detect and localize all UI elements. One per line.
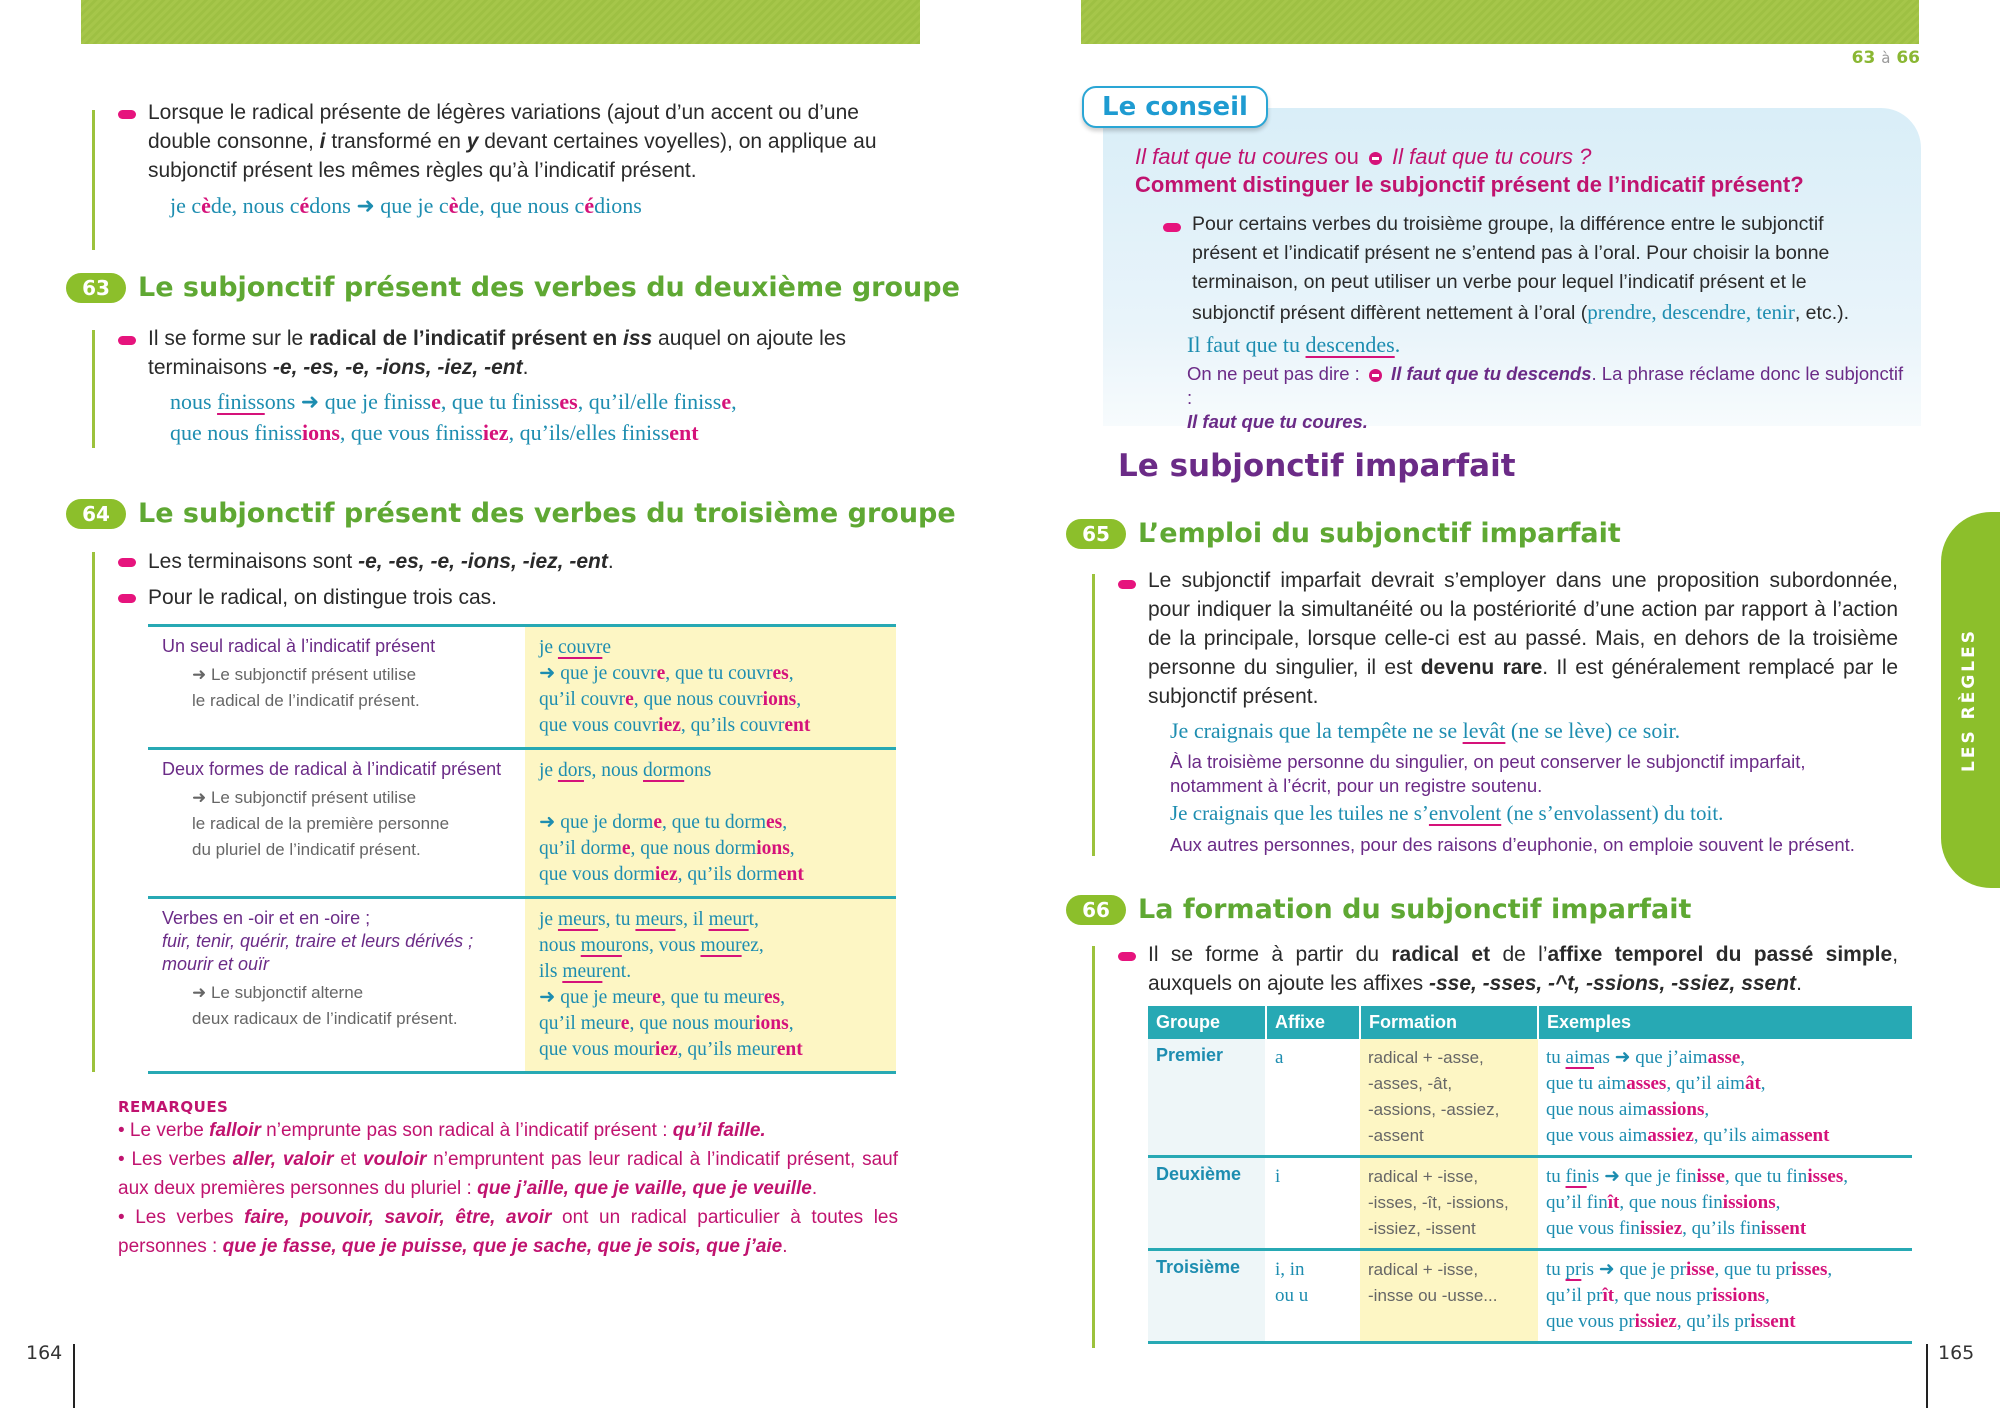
section-65-example-1: Je craignais que la tempête ne se levât (ne se lève) ce soir. [1170, 718, 1681, 743]
radical-cases-table [148, 624, 896, 1074]
section-range: 63 à 66 [1851, 48, 1920, 68]
bullet-icon [118, 336, 136, 345]
section-63-heading [66, 272, 960, 303]
conseil-tag: Le conseil [1082, 86, 1268, 128]
section-65-heading [1066, 518, 1621, 549]
section-65-example-2: Je craignais que les tuiles ne s’envolent (ne s’envolassent) du toit. [1170, 801, 1724, 825]
bullet-icon [118, 558, 136, 567]
header-band-right [1081, 0, 1919, 44]
section-title: L’emploi du subjonctif imparfait [1138, 518, 1621, 549]
remark-2: • Les verbes aller, valoir et vouloir n’empruntent pas leur radical à l’indicatif présent, sauf aux deux premières personnes du pluriel : que j’aille, que je vaille, que je veuille. [118, 1149, 899, 1199]
section-64-heading [66, 498, 956, 529]
forbidden-icon [1369, 369, 1382, 382]
remarques-block: REMARQUES • Le verbe falloir n’emprunte pas son radical à l’indicatif présent : qu’il faille. • Les verbes aller, valoir et vouloir n’empruntent pas leur radical à l’indicatif présent, sauf aux deux premières personnes du pluriel : que j’aille, que je vaille, que je veuille. • Les verbes faire, pouvoir, savoir, être, avoir ont un radical particulier à toutes les personnes : que je fasse, que je puisse, que je sache, que je sois, que j’aie. [118, 1098, 898, 1261]
bullet-icon [1163, 223, 1181, 232]
intro-paragraph: Lorsque le radical présente de légères variations (ajout d’un accent ou d’une double consonne, i transformé en y devant certaines voyelles), on applique au subjonctif présent les mêmes règles qu’à l’indicatif présent. [148, 101, 877, 182]
table-row: Deux formes de radical à l’indicatif présent ➜ Le subjonctif présent utilise le radical de la première personne du pluriel de l’indicatif présent. je dors, nous dormons ➜ que je dorme, que tu dormes, qu’il dorme, que nous dormions, que vous dormiez, qu’ils dorment [148, 749, 896, 898]
chapter-title: Le subjonctif imparfait [1118, 448, 1516, 484]
section-66-heading [1066, 894, 1691, 925]
conseil-paragraph: Pour certains verbes du troisième groupe, la différence entre le subjonctif présent et l’indicatif présent ne s’entend pas à l’oral. Pour choisir la bonne terminaison, on peut utiliser un verbe pour lequel l’indicatif présent et le subjonctif présent diffèrent nettement à l’oral (prendre, descendre, tenir, etc.). [1192, 213, 1850, 324]
page-divider [73, 1344, 75, 1408]
bullet-icon [118, 594, 136, 603]
remark-1: • Le verbe falloir n’emprunte pas son radical à l’indicatif présent : qu’il faille. [118, 1120, 766, 1141]
table-row: Deuxième i radical + -isse, -isses, -ît, -issions, -issiez, -issent tu finis ➜ que je finisse, que tu finisses, qu’il finît, que nous finissions, que vous finissiez, qu’ils finissent [1148, 1157, 1912, 1250]
bullet-icon [1118, 952, 1136, 961]
margin-bar [92, 110, 95, 250]
section-title: Le subjonctif présent des verbes du troisième groupe [138, 498, 956, 529]
section-65-note-2: Aux autres personnes, pour des raisons d’euphonie, on emploie souvent le présent. [1170, 834, 1855, 855]
section-65-paragraph: Le subjonctif imparfait devrait s’employer dans une proposition subordonnée, pour indiquer la simultanéité ou la postériorité d’une action par rapport à l’action de la principale, lorsque celle-ci est au passé. Mais, en dehors de la troisième personne du singulier, il est devenu rare. Il est généralement remplacé par le subjonctif présent. [1148, 569, 1899, 708]
section-title: La formation du subjonctif imparfait [1138, 894, 1692, 925]
intro-example: je cède, nous cédons ➜ que je cède, que nous cédions [170, 193, 642, 218]
conseil-question-2: Comment distinguer le subjonctif présent de l’indicatif présent? [1135, 172, 1804, 197]
remark-3: • Les verbes faire, pouvoir, savoir, être, avoir ont un radical particulier à toutes les personnes : que je fasse, que je puisse, que je sache, que je sois, que j’aie. [118, 1207, 899, 1257]
margin-bar [1092, 574, 1095, 856]
table-header-row: Groupe Affixe Formation Exemples [1148, 1006, 1912, 1039]
margin-bar [1092, 946, 1095, 1348]
conseil-example: Il faut que tu descendes. [1187, 332, 1401, 357]
section-number-badge: 65 [1066, 519, 1126, 549]
page-number-left: 164 [26, 1342, 63, 1364]
page-number-right: 165 [1938, 1342, 1975, 1364]
table-row: Premier a radical + -asse, -asses, -ât, -assions, -assiez, -assent tu aimas ➜ que j’aimasse, que tu aimasses, qu’il aimât, que nous aimassions, que vous aimassiez, qu’ils aimassent [1148, 1039, 1912, 1157]
conseil-note: On ne peut pas dire : Il faut que tu descends. La phrase réclame donc le subjonctif : Il faut que tu coures. [1187, 363, 1904, 432]
imparfait-formation-table [1148, 1006, 1912, 1344]
section-66-paragraph: Il se forme à partir du radical et de l’affixe temporel du passé simple, auxquels on ajoute les affixes -sse, -sses, -^t, -ssions, -ssiez, ssent. [1148, 943, 1899, 995]
section-number-badge: 64 [66, 499, 126, 529]
section-63-example: nous finissons ➜ que je finisse, que tu finisses, qu’il/elle finisse, que nous finissions, que vous finissiez, qu’ils/elles finissent [170, 389, 737, 445]
page-divider [1926, 1344, 1928, 1408]
section-63-paragraph: Il se forme sur le radical de l’indicatif présent en iss auquel on ajoute les terminaisons -e, -es, -e, -ions, -iez, -ent. [148, 327, 847, 379]
section-65-note-1: À la troisième personne du singulier, on peut conserver le subjonctif imparfait, notamment à l’écrit, pour un registre soutenu. [1170, 751, 1806, 796]
bullet-icon [118, 110, 136, 119]
section-number-badge: 63 [66, 273, 126, 303]
table-row: Verbes en -oir et en -oire ; fuir, tenir, quérir, traire et leurs dérivés ; mourir et ouïr ➜ Le subjonctif alterne deux radicaux de l’indicatif présent. je meurs, tu meurs, il meurt, nous mourons, vous mourez, ils meurent. ➜ que je meure, que tu meures, qu’il meure, que nous mourions, que vous mouriez, qu’ils meurent [148, 898, 896, 1073]
table-row: Un seul radical à l’indicatif présent ➜ Le subjonctif présent utilise le radical de l’indicatif présent. je couvre ➜ que je couvre, que tu couvres, qu’il couvre, que nous couvrions, que vous couvriez, qu’ils couvrent [148, 626, 896, 749]
conseil-question-1: Il faut que tu coures ou Il faut que tu cours ? [1135, 144, 1592, 169]
bullet-icon [1118, 580, 1136, 589]
margin-bar [92, 552, 95, 1072]
section-64-bullet-1: Les terminaisons sont -e, -es, -e, -ions, -iez, -ent. [148, 550, 614, 573]
forbidden-icon [1369, 152, 1382, 165]
margin-bar [92, 330, 95, 448]
section-title: Le subjonctif présent des verbes du deuxième groupe [138, 272, 960, 303]
side-tab-les-regles: LES RÈGLES [1941, 512, 2000, 888]
section-64-bullet-2: Pour le radical, on distingue trois cas. [148, 586, 498, 609]
table-row: Troisième i, in ou u radical + -isse, -insse ou -usse... tu pris ➜ que je prisse, que tu prisses, qu’il prît, que nous prissions, que vous prissiez, qu’ils prissent [1148, 1250, 1912, 1343]
header-band-left [81, 0, 920, 44]
section-number-badge: 66 [1066, 895, 1126, 925]
